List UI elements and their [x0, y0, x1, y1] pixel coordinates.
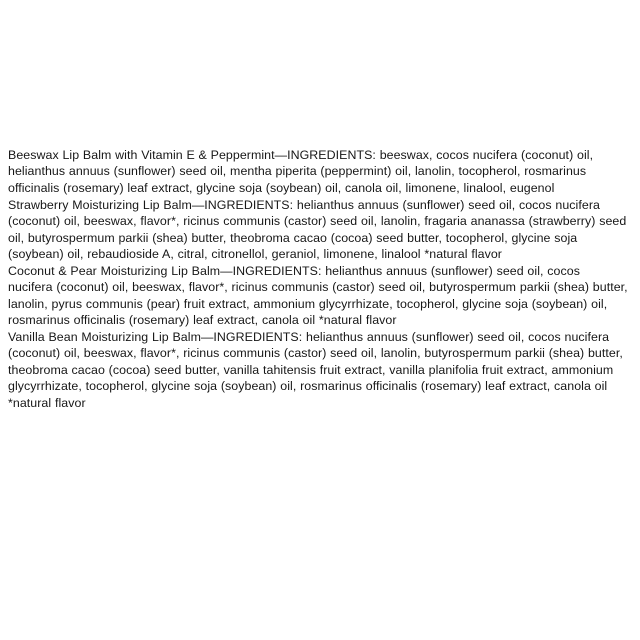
- ingredient-paragraph-strawberry-moisturizing-lip-balm: Strawberry Moisturizing Lip Balm—INGREDIENTS: helianthus annuus (sunflower) seed oil, cocos nucifera (coconut) oil, beeswax, flavor*, ricinus communis (castor) seed oil, lanolin, fragaria ananassa (strawberry) seed oil, butyrospermum parkii (shea) butter, theobroma cacao (cocoa) seed butter, tocopherol, glycine soja (soybean) oil, rebaudioside A, citral, citronellol, geraniol, limonene, linalool *natural flavor: [8, 197, 627, 261]
- ingredient-paragraph-vanilla-bean-moisturizing-lip-balm: Vanilla Bean Moisturizing Lip Balm—INGREDIENTS: helianthus annuus (sunflower) seed oil, cocos nucifera (coconut) oil, beeswax, flavor*, ricinus communis (castor) seed oil, lanolin, butyrospermum parkii (shea) butter, theobroma cacao (cocoa) seed butter, vanilla tahitensis fruit extract, vanilla planifolia fruit extract, ammonium glycyrrhizate, tocopherol, glycine soja (soybean) oil, rosmarinus officinalis (rosemary) leaf extract, canola oil *natural flavor: [8, 329, 623, 410]
- ingredient-paragraph-coconut-pear-moisturizing-lip-balm: Coconut & Pear Moisturizing Lip Balm—INGREDIENTS: helianthus annuus (sunflower) seed oil, cocos nucifera (coconut) oil, beeswax, flavor*, ricinus communis (castor) seed oil, butyrospermum parkii (shea) butter, lanolin, pyrus communis (pear) fruit extract, ammonium glycyrrhizate, tocopherol, glycine soja (soybean) oil, rosmarinus officinalis (rosemary) leaf extract, canola oil *natural flavor: [8, 263, 628, 328]
- ingredient-paragraph-beeswax-lip-balm-vitamin-e-peppermint: Beeswax Lip Balm with Vitamin E & Peppermint—INGREDIENTS: beeswax, cocos nucifera (coconut) oil, helianthus annuus (sunflower) seed oil, mentha piperita (peppermint) oil, lanolin, tocopherol, rosmarinus officinalis (rosemary) leaf extract, glycine soja (soybean) oil, canola oil, limonene, linalool, eugenol: [8, 148, 594, 195]
